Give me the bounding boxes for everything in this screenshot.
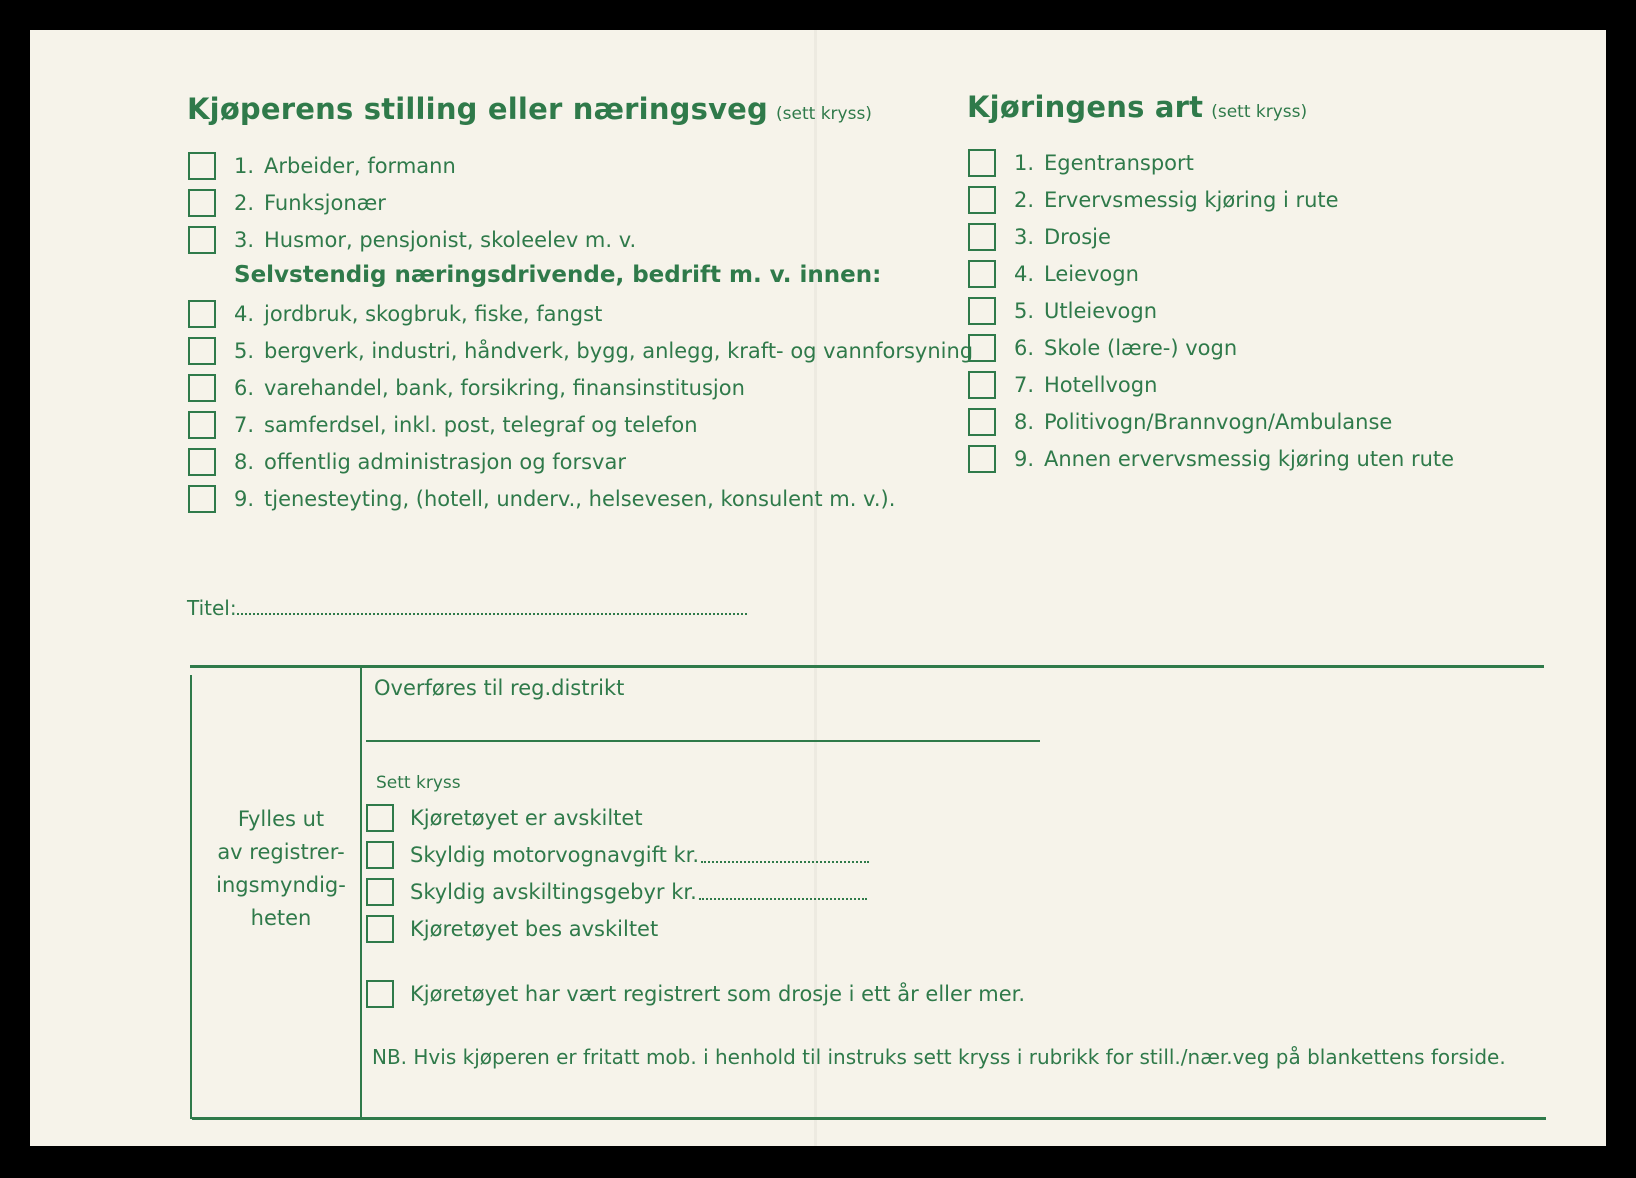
- option-label: varehandel, bank, forsikring, finansinstitusjon: [264, 375, 745, 400]
- buyer-option-8: [188, 443, 973, 480]
- checkbox[interactable]: [968, 408, 996, 436]
- option-number: 9.: [1013, 446, 1034, 471]
- driving-section-note: (sett kryss): [1211, 102, 1308, 122]
- titel-field[interactable]: [187, 596, 747, 620]
- driving-section-title: Kjøringens art: [967, 90, 1204, 124]
- checkbox[interactable]: [968, 149, 996, 177]
- driving-option-7: [968, 366, 1454, 403]
- option-label: Arbeider, formann: [264, 153, 456, 178]
- option-label: offentlig administrasjon og forsvar: [264, 449, 626, 474]
- option-number: 3.: [1013, 224, 1034, 249]
- check-avskiltingsgebyr: [366, 878, 867, 906]
- box-bottom-border: [192, 1117, 1546, 1120]
- box-top-border: [190, 665, 1544, 668]
- buyer-section-heading: [187, 92, 872, 126]
- buyer-options-b: [188, 295, 973, 517]
- option-number: 7.: [1013, 372, 1034, 397]
- option-number: 8.: [1013, 409, 1034, 434]
- side-label-line: ingsmyndig-: [216, 873, 346, 897]
- option-label: Drosje: [1044, 224, 1111, 249]
- driving-option-3: [968, 218, 1454, 255]
- option-number: 9.: [233, 486, 254, 511]
- option-label: bergverk, industri, håndverk, bygg, anlegg, kraft- og vannforsyning: [264, 338, 974, 363]
- checkbox[interactable]: [188, 300, 216, 328]
- buyer-section-note: (sett kryss): [776, 104, 872, 124]
- checkbox[interactable]: [366, 915, 394, 943]
- titel-dotted-line: [237, 597, 747, 615]
- option-number: 6.: [233, 375, 254, 400]
- option-number: 8.: [233, 449, 254, 474]
- option-number: 5.: [1013, 298, 1034, 323]
- checkbox[interactable]: [968, 223, 996, 251]
- amount-dotted-line[interactable]: [699, 884, 867, 900]
- buyer-option-7: [188, 406, 973, 443]
- buyer-option-4: [188, 295, 973, 332]
- buyer-option-6: [188, 369, 973, 406]
- buyer-option-1: [188, 147, 636, 184]
- option-label: Utleievogn: [1044, 298, 1158, 323]
- check-label: Kjøretøyet bes avskiltet: [410, 917, 659, 941]
- driving-section-heading: [967, 90, 1307, 124]
- option-label: samferdsel, inkl. post, telegraf og telefon: [264, 412, 698, 437]
- option-label: Ervervsmessig kjøring i rute: [1044, 187, 1339, 212]
- option-number: 3.: [233, 227, 254, 252]
- checkbox[interactable]: [188, 411, 216, 439]
- registry-side-label: [196, 803, 366, 935]
- option-number: 4.: [1013, 261, 1034, 286]
- option-number: 1.: [1013, 150, 1034, 175]
- self-employed-subheading: Selvstendig næringsdrivende, bedrift m. v. innen:: [234, 262, 882, 288]
- sett-kryss-label: Sett kryss: [376, 773, 461, 793]
- option-number: 7.: [233, 412, 254, 437]
- option-number: 4.: [233, 301, 254, 326]
- checkbox[interactable]: [366, 878, 394, 906]
- side-label-line: av registrer-: [217, 840, 345, 864]
- checkbox[interactable]: [188, 152, 216, 180]
- option-label: tjenesteyting, (hotell, underv., helsevesen, konsulent m. v.).: [264, 486, 896, 511]
- checkbox[interactable]: [188, 374, 216, 402]
- titel-label: Titel:: [187, 596, 237, 620]
- driving-option-5: [968, 292, 1454, 329]
- checkbox[interactable]: [188, 337, 216, 365]
- checkbox[interactable]: [188, 226, 216, 254]
- transfer-underline: [366, 740, 1040, 742]
- checkbox[interactable]: [968, 260, 996, 288]
- side-label-line: Fylles ut: [237, 807, 325, 831]
- amount-dotted-line[interactable]: [701, 847, 869, 863]
- checkbox[interactable]: [188, 448, 216, 476]
- driving-option-1: [968, 144, 1454, 181]
- driving-option-8: [968, 403, 1454, 440]
- checkbox[interactable]: [188, 189, 216, 217]
- option-label: Leievogn: [1044, 261, 1139, 286]
- check-bes-avskiltet: [366, 915, 658, 943]
- option-label: Politivogn/Brannvogn/Ambulanse: [1044, 409, 1393, 434]
- driving-option-4: [968, 255, 1454, 292]
- buyer-option-9: [188, 480, 973, 517]
- checkbox[interactable]: [366, 841, 394, 869]
- check-drosje: [366, 980, 1025, 1008]
- buyer-option-5: [188, 332, 973, 369]
- side-label-line: heten: [250, 906, 312, 930]
- check-motorvognavgift: [366, 841, 869, 869]
- option-label: Egentransport: [1044, 150, 1194, 175]
- checkbox[interactable]: [968, 297, 996, 325]
- buyer-options-a: [188, 147, 636, 258]
- option-label: Husmor, pensjonist, skoleelev m. v.: [264, 227, 637, 252]
- option-label: Hotellvogn: [1044, 372, 1158, 397]
- check-label: Skyldig motorvognavgift kr.: [410, 843, 700, 867]
- option-label: jordbruk, skogbruk, fiske, fangst: [264, 301, 603, 326]
- check-label: Skyldig avskiltingsgebyr kr.: [410, 880, 697, 904]
- option-number: 5.: [233, 338, 254, 363]
- option-number: 2.: [1013, 187, 1034, 212]
- driving-option-9: [968, 440, 1454, 477]
- checkbox[interactable]: [188, 485, 216, 513]
- option-number: 1.: [233, 153, 254, 178]
- buyer-section-title: Kjøperens stilling eller næringsveg: [187, 92, 769, 126]
- transfer-district-label: Overføres til reg.distrikt: [374, 676, 625, 700]
- check-label: Kjøretøyet har vært registrert som drosje i ett år eller mer.: [410, 982, 1025, 1006]
- driving-option-2: [968, 181, 1454, 218]
- option-label: Funksjonær: [264, 190, 386, 215]
- nb-note: NB. Hvis kjøperen er fritatt mob. i henhold til instruks sett kryss i rubrikk for still./nær.veg på blankettens forside.: [372, 1045, 1506, 1069]
- option-label: Annen ervervsmessig kjøring uten rute: [1044, 446, 1455, 471]
- checkbox[interactable]: [366, 980, 394, 1008]
- option-label: Skole (lære-) vogn: [1044, 335, 1238, 360]
- checkbox[interactable]: [968, 334, 996, 362]
- checkbox[interactable]: [968, 445, 996, 473]
- checkbox[interactable]: [968, 371, 996, 399]
- checkbox[interactable]: [366, 804, 394, 832]
- checkbox[interactable]: [968, 186, 996, 214]
- driving-option-6: [968, 329, 1454, 366]
- check-label: Kjøretøyet er avskiltet: [410, 806, 643, 830]
- check-avskiltet: [366, 804, 643, 832]
- option-number: 2.: [233, 190, 254, 215]
- driving-options: [968, 144, 1454, 477]
- buyer-option-2: [188, 184, 636, 221]
- buyer-option-3: [188, 221, 636, 258]
- option-number: 6.: [1013, 335, 1034, 360]
- box-left-border: [190, 675, 192, 1119]
